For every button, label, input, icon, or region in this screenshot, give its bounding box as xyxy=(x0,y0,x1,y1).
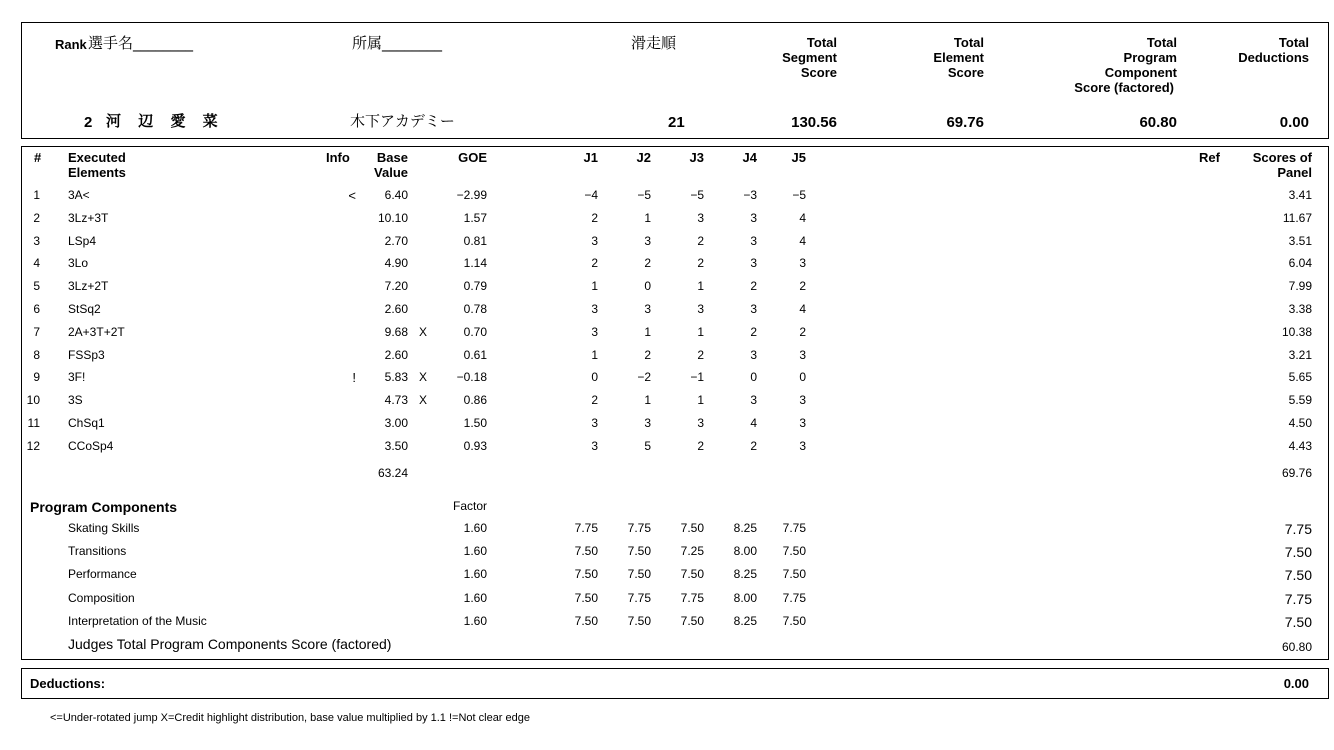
element-number: 6 xyxy=(33,302,40,316)
element-goe: 1.50 xyxy=(463,416,487,430)
component-judge-score: 8.00 xyxy=(733,544,757,559)
element-number: 7 xyxy=(33,324,40,339)
component-judge-score: 7.50 xyxy=(574,613,598,628)
element-judge-score: 1 xyxy=(644,393,651,408)
element-judge-score: 2 xyxy=(644,256,651,271)
element-panel-score: 3.41 xyxy=(1288,188,1312,202)
total-pcs-score: 60.80 xyxy=(1139,114,1177,131)
element-code: 3Lz+2T xyxy=(68,279,109,294)
element-bonus-mark: X xyxy=(419,370,428,385)
element-judge-score: 1 xyxy=(697,393,704,408)
element-number: 2 xyxy=(33,210,40,225)
element-judge-score: 5 xyxy=(644,438,651,453)
element-panel-score: 6.04 xyxy=(1288,256,1312,271)
element-judge-score: 3 xyxy=(750,393,757,408)
component-judge-score: 7.50 xyxy=(627,544,651,559)
component-name: Composition xyxy=(68,590,135,605)
element-row xyxy=(22,346,1328,368)
col-info: Info xyxy=(326,150,350,165)
col-j4: J4 xyxy=(742,150,757,165)
col-panel-line: Panel xyxy=(1277,164,1312,180)
pcs-label-line: Program xyxy=(1123,49,1177,65)
element-base-value: 5.83 xyxy=(384,370,408,385)
element-row xyxy=(22,437,1328,459)
tes-label-line: Element xyxy=(933,49,984,65)
order-label: 滑走順 xyxy=(631,34,677,52)
col-executed xyxy=(68,151,126,181)
club-label: 所属________ xyxy=(352,34,443,52)
element-judge-score: −3 xyxy=(743,188,757,202)
element-bonus-mark: X xyxy=(419,393,428,408)
component-factor: 1.60 xyxy=(463,521,487,535)
deductions-value: 0.00 xyxy=(1283,676,1309,691)
component-judge-score: 8.25 xyxy=(733,613,757,628)
element-panel-score: 3.21 xyxy=(1288,347,1312,362)
tes-label xyxy=(884,36,984,81)
element-code: 3A< xyxy=(68,188,90,202)
element-judge-score: 2 xyxy=(591,210,598,225)
element-judge-score: 0 xyxy=(799,370,806,385)
element-base-value: 3.50 xyxy=(384,438,408,453)
col-num: # xyxy=(34,150,42,165)
element-base-value: 7.20 xyxy=(384,279,408,294)
starting-order: 21 xyxy=(668,114,685,131)
component-judge-score: 7.75 xyxy=(680,590,704,605)
element-judge-score: 3 xyxy=(750,233,757,248)
element-judge-score: 3 xyxy=(591,438,598,453)
element-judge-score: 2 xyxy=(750,438,757,453)
component-judge-score: 7.75 xyxy=(627,590,651,605)
element-info: < xyxy=(348,188,356,203)
component-judge-score: 7.75 xyxy=(627,521,651,535)
element-judge-score: 2 xyxy=(591,256,598,271)
main-table-box xyxy=(21,146,1329,660)
component-judge-score: 7.50 xyxy=(782,567,806,582)
component-factor: 1.60 xyxy=(463,544,487,559)
element-row xyxy=(22,277,1328,299)
component-panel-score: 7.50 xyxy=(1284,567,1312,584)
element-judge-score: 3 xyxy=(799,347,806,362)
program-components-title: Program Components xyxy=(30,499,178,515)
element-judge-score: −4 xyxy=(584,188,598,202)
element-judge-score: 3 xyxy=(644,416,651,430)
element-panel-score: 5.65 xyxy=(1288,370,1312,385)
element-panel-score: 4.50 xyxy=(1288,416,1312,430)
element-judge-score: 3 xyxy=(697,416,704,430)
element-code: 2A+3T+2T xyxy=(68,324,125,339)
col-base xyxy=(352,151,408,181)
component-judge-score: 7.75 xyxy=(782,590,806,605)
element-judge-score: 3 xyxy=(591,302,598,316)
col-goe: GOE xyxy=(458,150,487,165)
element-code: StSq2 xyxy=(68,302,101,316)
element-base-value: 9.68 xyxy=(384,324,408,339)
pcs-label-line: Total xyxy=(1146,35,1177,50)
element-goe: 0.70 xyxy=(463,324,487,339)
element-goe: 1.57 xyxy=(463,210,487,225)
col-j3: J3 xyxy=(689,150,704,165)
base-value-total: 63.24 xyxy=(377,466,408,480)
component-row xyxy=(22,612,1328,634)
element-judge-score: −1 xyxy=(690,370,704,385)
element-code: 3Lz+3T xyxy=(68,210,109,225)
element-panel-score: 7.99 xyxy=(1288,279,1312,294)
element-number: 8 xyxy=(33,347,40,362)
element-base-value: 6.40 xyxy=(384,188,408,202)
col-panel-line: Scores of xyxy=(1252,150,1312,165)
element-judge-score: 2 xyxy=(799,279,806,294)
element-judge-score: 3 xyxy=(750,302,757,316)
element-judge-score: −5 xyxy=(637,188,651,202)
element-panel-score: 3.38 xyxy=(1288,302,1312,316)
element-judge-score: 3 xyxy=(799,438,806,453)
element-judge-score: 1 xyxy=(697,324,704,339)
col-executed-line: Executed xyxy=(68,150,126,165)
component-name: Skating Skills xyxy=(68,521,140,535)
factor-label: Factor xyxy=(452,499,487,513)
element-judge-score: 3 xyxy=(799,393,806,408)
element-judge-score: 2 xyxy=(697,233,704,248)
element-judge-score: −2 xyxy=(637,370,651,385)
component-factor: 1.60 xyxy=(463,613,487,628)
component-panel-score: 7.75 xyxy=(1284,590,1312,607)
element-judge-score: 4 xyxy=(799,302,806,316)
element-judge-score: 3 xyxy=(750,256,757,271)
component-judge-score: 7.50 xyxy=(627,567,651,582)
col-j1: J1 xyxy=(583,150,598,165)
element-goe: 0.61 xyxy=(463,347,487,362)
col-executed-line: Elements xyxy=(68,164,126,180)
element-judge-score: 3 xyxy=(644,302,651,316)
component-judge-score: 7.50 xyxy=(574,567,598,582)
element-judge-score: 2 xyxy=(591,393,598,408)
total-segment-score: 130.56 xyxy=(791,114,837,131)
element-number: 5 xyxy=(33,279,40,294)
component-name: Interpretation of the Music xyxy=(68,613,207,628)
component-judge-score: 8.00 xyxy=(733,590,757,605)
element-judge-score: 3 xyxy=(644,233,651,248)
col-base-line: Value xyxy=(374,164,408,180)
component-row xyxy=(22,589,1328,611)
ded-label xyxy=(1209,36,1309,66)
element-judge-score: 3 xyxy=(591,324,598,339)
component-judge-score: 7.50 xyxy=(782,544,806,559)
element-code: LSp4 xyxy=(68,233,97,248)
pcs-label-line: Score (factored) xyxy=(1074,79,1174,95)
pcs-label-line: Component xyxy=(1104,64,1177,80)
element-judge-score: −5 xyxy=(792,188,806,202)
element-row xyxy=(22,323,1328,345)
pcs-total-label: Judges Total Program Components Score (factored) xyxy=(68,636,392,652)
deductions-label: Deductions: xyxy=(30,676,106,691)
element-info: ! xyxy=(352,370,356,386)
total-deductions: 0.00 xyxy=(1279,114,1309,131)
element-judge-score: 0 xyxy=(644,279,651,294)
element-judge-score: 1 xyxy=(644,324,651,339)
component-row xyxy=(22,519,1328,541)
component-judge-score: 7.75 xyxy=(574,521,598,535)
pcs-total-value: 60.80 xyxy=(1281,640,1312,654)
col-j5: J5 xyxy=(791,150,806,165)
name-label: 選手名________ xyxy=(88,34,194,52)
component-judge-score: 7.50 xyxy=(680,567,704,582)
skater-club: 木下アカデミー xyxy=(350,112,455,130)
ded-label-line: Total xyxy=(1278,35,1309,50)
element-judge-score: 1 xyxy=(697,279,704,294)
component-judge-score: 8.25 xyxy=(733,567,757,582)
element-goe: 0.81 xyxy=(463,233,487,248)
tss-label xyxy=(737,36,837,81)
element-goe: 0.78 xyxy=(463,302,487,316)
element-panel-score: 10.38 xyxy=(1281,324,1312,339)
element-code: 3S xyxy=(68,393,83,408)
ded-label-line: Deductions xyxy=(1238,49,1309,65)
component-judge-score: 8.25 xyxy=(733,521,757,535)
element-goe: 0.93 xyxy=(463,438,487,453)
element-goe: −2.99 xyxy=(456,188,487,202)
element-judge-score: 2 xyxy=(644,347,651,362)
component-judge-score: 7.50 xyxy=(680,521,704,535)
component-judge-score: 7.75 xyxy=(782,521,806,535)
component-judge-score: 7.50 xyxy=(782,613,806,628)
element-judge-score: 1 xyxy=(591,347,598,362)
component-panel-score: 7.75 xyxy=(1284,521,1312,537)
element-goe: 0.86 xyxy=(463,393,487,408)
element-number: 3 xyxy=(33,233,40,248)
tss-label-line: Total xyxy=(806,35,837,50)
element-row xyxy=(22,368,1328,390)
element-judge-score: 1 xyxy=(644,210,651,225)
total-element-score: 69.76 xyxy=(946,114,984,131)
element-judge-score: 2 xyxy=(697,347,704,362)
element-bonus-mark: X xyxy=(419,324,428,339)
component-judge-score: 7.50 xyxy=(574,590,598,605)
component-name: Transitions xyxy=(68,544,127,559)
tss-label-line: Segment xyxy=(782,49,837,65)
element-judge-score: 3 xyxy=(697,210,704,225)
component-judge-score: 7.50 xyxy=(574,544,598,559)
header-box xyxy=(21,22,1329,139)
component-panel-score: 7.50 xyxy=(1284,613,1312,630)
col-base-line: Base xyxy=(376,150,408,165)
element-number: 9 xyxy=(33,370,40,385)
element-judge-score: 3 xyxy=(591,233,598,248)
tes-label-line: Score xyxy=(947,64,984,80)
element-judge-score: 1 xyxy=(591,279,598,294)
element-number: 4 xyxy=(33,256,40,271)
element-judge-score: 3 xyxy=(697,302,704,316)
element-goe: −0.18 xyxy=(456,370,487,385)
element-judge-score: 3 xyxy=(799,256,806,271)
element-number: 10 xyxy=(26,393,40,408)
element-judge-score: 3 xyxy=(750,210,757,225)
element-base-value: 4.73 xyxy=(384,393,408,408)
element-judge-score: 3 xyxy=(591,416,598,430)
element-panel-score: 5.59 xyxy=(1288,393,1312,408)
deductions-box xyxy=(21,668,1329,699)
footnote: <=Under-rotated jump X=Credit highlight distribution, base value multiplied by 1.1 !=Not clear edge xyxy=(50,712,530,724)
component-row xyxy=(22,542,1328,564)
element-row xyxy=(22,391,1328,413)
skater-name: 河 辺 愛 菜 xyxy=(106,112,224,130)
element-judge-score: 0 xyxy=(591,370,598,385)
element-panel-score: 3.51 xyxy=(1288,233,1312,248)
element-judge-score: 3 xyxy=(750,347,757,362)
element-row xyxy=(22,186,1328,208)
element-row xyxy=(22,414,1328,436)
component-factor: 1.60 xyxy=(463,590,487,605)
component-panel-score: 7.50 xyxy=(1284,544,1312,561)
element-code: 3F! xyxy=(68,370,86,385)
tss-label-line: Score xyxy=(800,64,837,80)
element-number: 11 xyxy=(27,416,40,430)
element-judge-score: 2 xyxy=(750,279,757,294)
element-row xyxy=(22,254,1328,276)
element-base-value: 2.60 xyxy=(384,302,408,316)
element-code: FSSp3 xyxy=(68,347,105,362)
element-judge-score: 2 xyxy=(697,438,704,453)
rank-label: Rank xyxy=(55,37,87,52)
element-judge-score: 4 xyxy=(799,210,806,225)
element-row xyxy=(22,300,1328,322)
element-base-value: 2.60 xyxy=(384,347,408,362)
element-number: 12 xyxy=(26,438,40,453)
element-code: 3Lo xyxy=(68,256,89,271)
component-row xyxy=(22,565,1328,587)
component-judge-score: 7.50 xyxy=(627,613,651,628)
col-ref: Ref xyxy=(1199,150,1220,165)
element-judge-score: 2 xyxy=(750,324,757,339)
element-panel-score: 11.67 xyxy=(1282,210,1312,225)
tes-label-line: Total xyxy=(953,35,984,50)
element-judge-score: 4 xyxy=(750,416,757,430)
component-name: Performance xyxy=(68,567,137,582)
col-panel xyxy=(1212,151,1312,181)
component-judge-score: 7.25 xyxy=(680,544,704,559)
element-code: CCoSp4 xyxy=(68,438,114,453)
element-base-value: 3.00 xyxy=(384,416,408,430)
element-goe: 1.14 xyxy=(463,256,487,271)
element-code: ChSq1 xyxy=(68,416,105,430)
element-judge-score: 0 xyxy=(750,370,757,385)
element-base-value: 4.90 xyxy=(384,256,408,271)
col-j2: J2 xyxy=(636,150,651,165)
element-judge-score: 3 xyxy=(799,416,806,430)
component-factor: 1.60 xyxy=(463,567,487,582)
element-number: 1 xyxy=(33,188,40,202)
element-row xyxy=(22,232,1328,254)
element-judge-score: 2 xyxy=(799,324,806,339)
element-judge-score: 4 xyxy=(799,233,806,248)
element-base-value: 2.70 xyxy=(384,233,408,248)
element-panel-total: 69.76 xyxy=(1281,466,1312,480)
element-judge-score: −5 xyxy=(690,188,704,202)
pcs-label xyxy=(1022,36,1177,96)
rank-value: 2 xyxy=(84,114,93,131)
element-judge-score: 2 xyxy=(697,256,704,271)
element-panel-score: 4.43 xyxy=(1288,438,1312,453)
element-base-value: 10.10 xyxy=(377,210,408,225)
element-row xyxy=(22,209,1328,231)
component-judge-score: 7.50 xyxy=(680,613,704,628)
element-goe: 0.79 xyxy=(463,279,487,294)
